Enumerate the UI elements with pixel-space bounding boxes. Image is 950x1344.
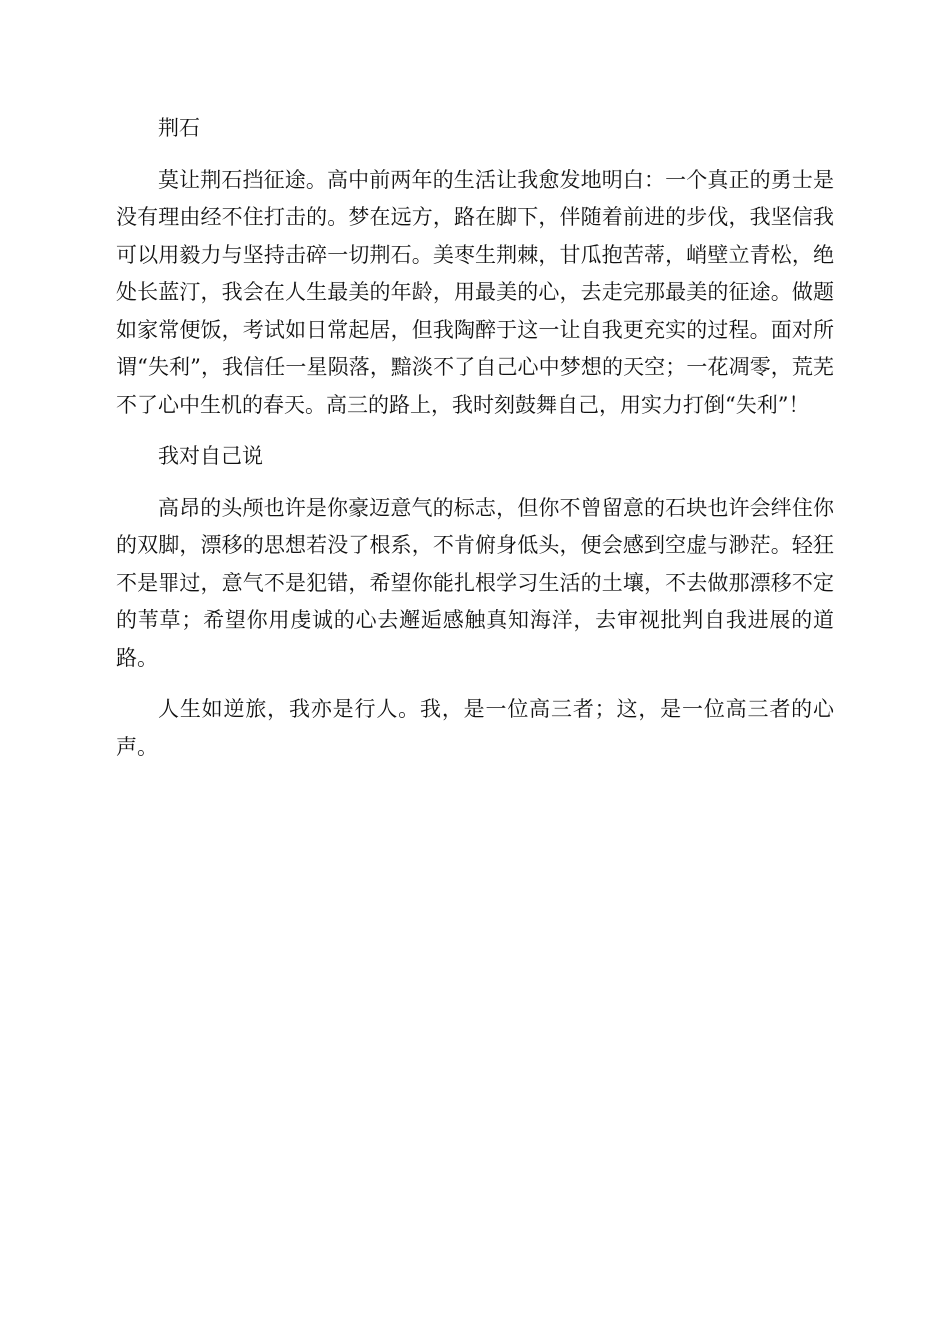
paragraph-closing: 人生如逆旅，我亦是行人。我，是一位高三者；这，是一位高三者的心声。 (116, 697, 834, 759)
section-heading-self-talk: 我对自己说 (158, 444, 263, 468)
document-body (116, 110, 834, 780)
paragraph-jingshi: 莫让荆石挡征途。高中前两年的生活让我愈发地明白：一个真正的勇士是没有理由经不住打击的。梦在远方，路在脚下，伴随着前进的步伐，我坚信我可以用毅力与坚持击碎一切荆石。美枣生荆棘，甘瓜抱苦蒂，峭壁立青松，绝处长蓝汀，我会在人生最美的年龄，用最美的心，去走完那最美的征途。做题如家常便饭，考试如日常起居，但我陶醉于这一让自我更充实的过程。面对所谓“失利”，我信任一星陨落，黯淡不了自己心中梦想的天空；一花凋零，荒芜不了心中生机的春天。高三的路上，我时刻鼓舞自己，用实力打倒“失利”！ (116, 167, 834, 417)
section-heading-jingshi: 荆石 (158, 116, 200, 140)
paragraph-self-talk: 高昂的头颅也许是你豪迈意气的标志，但你不曾留意的石块也许会绊住你的双脚，漂移的思想若没了根系，不肯俯身低头，便会感到空虚与渺茫。轻狂不是罪过，意气不是犯错，希望你能扎根学习生活的土壤，不去做那漂移不定的苇草；希望你用虔诚的心去邂逅感触真知海洋，去审视批判自我进展的道路。 (116, 495, 834, 670)
